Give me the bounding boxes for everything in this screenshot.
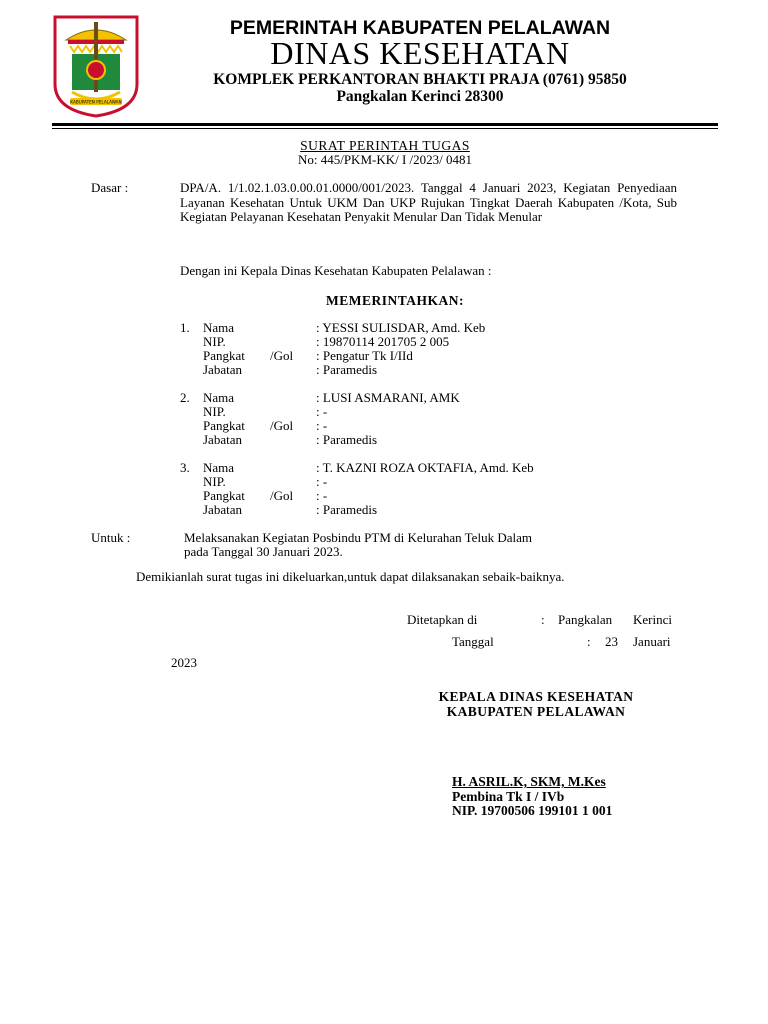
nip-label: NIP.	[203, 404, 226, 419]
gol-label: /Gol	[270, 418, 294, 433]
nama-label: Nama	[203, 460, 235, 475]
ditetapkan-place-1: Pangkalan	[558, 612, 613, 627]
jabatan-label: Jabatan	[203, 432, 242, 447]
letterhead-rule-thick	[52, 123, 718, 126]
signature-office-2: KABUPATEN PELALAWAN	[446, 704, 626, 719]
untuk-label: Untuk :	[91, 530, 131, 545]
person-jabatan: : Paramedis	[316, 502, 378, 517]
signatory-nip: NIP. 19700506 199101 1 001	[452, 803, 613, 818]
letterhead-agency: DINAS KESEHATAN	[270, 35, 570, 71]
pangkat-label: Pangkat	[203, 488, 245, 503]
letterhead-city: Pangkalan Kerinci 28300	[336, 88, 504, 105]
letter-number: No: 445/PKM-KK/ I /2023/ 0481	[297, 152, 473, 167]
person-pangkat: : Pengatur Tk I/IId	[316, 348, 413, 363]
tanggal-month: Januari	[633, 634, 671, 649]
nip-label: NIP.	[203, 474, 226, 489]
nama-label: Nama	[203, 390, 235, 405]
dasar-text: DPA/A. 1/1.02.1.03.0.00.01.0000/001/2023. Tanggal 4 Januari 2023, Kegiatan Penyediaan Layanan Kesehatan Untuk UKM Dan UKP Rujukan Tingkat Daerah Kabupaten /Kota, Sub Kegiatan Pelayanan Kesehatan Penyakit Menular Dan Tidak Menular	[180, 180, 677, 224]
person-nip: : -	[316, 404, 328, 419]
tanggal-day: 23	[605, 634, 618, 649]
signatory-rank: Pembina Tk I / IVb	[452, 789, 565, 804]
dasar-label: Dasar :	[91, 180, 129, 195]
person-nip: : -	[316, 474, 328, 489]
letter-title: SURAT PERINTAH TUGAS	[300, 138, 470, 153]
letterhead-rule-thin	[52, 128, 718, 129]
person-number: 3.	[180, 460, 190, 475]
nama-label: Nama	[203, 320, 235, 335]
letterhead-government: PEMERINTAH KABUPATEN PELALAWAN	[229, 17, 611, 39]
person-jabatan: : Paramedis	[316, 362, 378, 377]
logo-ribbon-text: KABUPATEN PELALAWAN	[70, 99, 122, 105]
ditetapkan-label: Ditetapkan di	[407, 612, 478, 627]
tanggal-label: Tanggal	[452, 634, 494, 649]
pelalawan-emblem-logo	[52, 14, 140, 118]
person-pangkat: : -	[316, 488, 328, 503]
ditetapkan-place-2: Kerinci	[633, 612, 672, 627]
pangkat-label: Pangkat	[203, 418, 245, 433]
tanggal-year: 2023	[171, 655, 197, 670]
person-number: 1.	[180, 320, 190, 335]
intro-text: Dengan ini Kepala Dinas Kesehatan Kabupaten Pelalawan :	[180, 263, 492, 278]
jabatan-label: Jabatan	[203, 362, 242, 377]
closing-text: Demikianlah surat tugas ini dikeluarkan,untuk dapat dilaksanakan sebaik-baiknya.	[136, 569, 565, 584]
letterhead-address: KOMPLEK PERKANTORAN BHAKTI PRAJA (0761) 95850	[213, 71, 627, 88]
gol-label: /Gol	[270, 488, 294, 503]
jabatan-label: Jabatan	[203, 502, 242, 517]
untuk-line-2: pada Tanggal 30 Januari 2023.	[184, 544, 343, 559]
nip-label: NIP.	[203, 334, 226, 349]
untuk-line-1: Melaksanakan Kegiatan Posbindu PTM di Kelurahan Teluk Dalam	[184, 530, 532, 545]
signatory-name: H. ASRIL.K, SKM, M.Kes	[452, 774, 606, 789]
ditetapkan-colon: :	[541, 612, 545, 627]
pangkat-label: Pangkat	[203, 348, 245, 363]
person-name: : YESSI SULISDAR, Amd. Keb	[316, 320, 486, 335]
tanggal-colon: :	[587, 634, 591, 649]
gol-label: /Gol	[270, 348, 294, 363]
person-pangkat: : -	[316, 418, 328, 433]
signature-office-1: KEPALA DINAS KESEHATAN	[438, 689, 634, 704]
person-name: : T. KAZNI ROZA OKTAFIA, Amd. Keb	[316, 460, 534, 475]
person-nip: : 19870114 201705 2 005	[316, 334, 450, 349]
person-jabatan: : Paramedis	[316, 432, 378, 447]
command-heading: MEMERINTAHKAN:	[326, 293, 464, 308]
person-number: 2.	[180, 390, 190, 405]
person-name: : LUSI ASMARANI, AMK	[316, 390, 460, 405]
